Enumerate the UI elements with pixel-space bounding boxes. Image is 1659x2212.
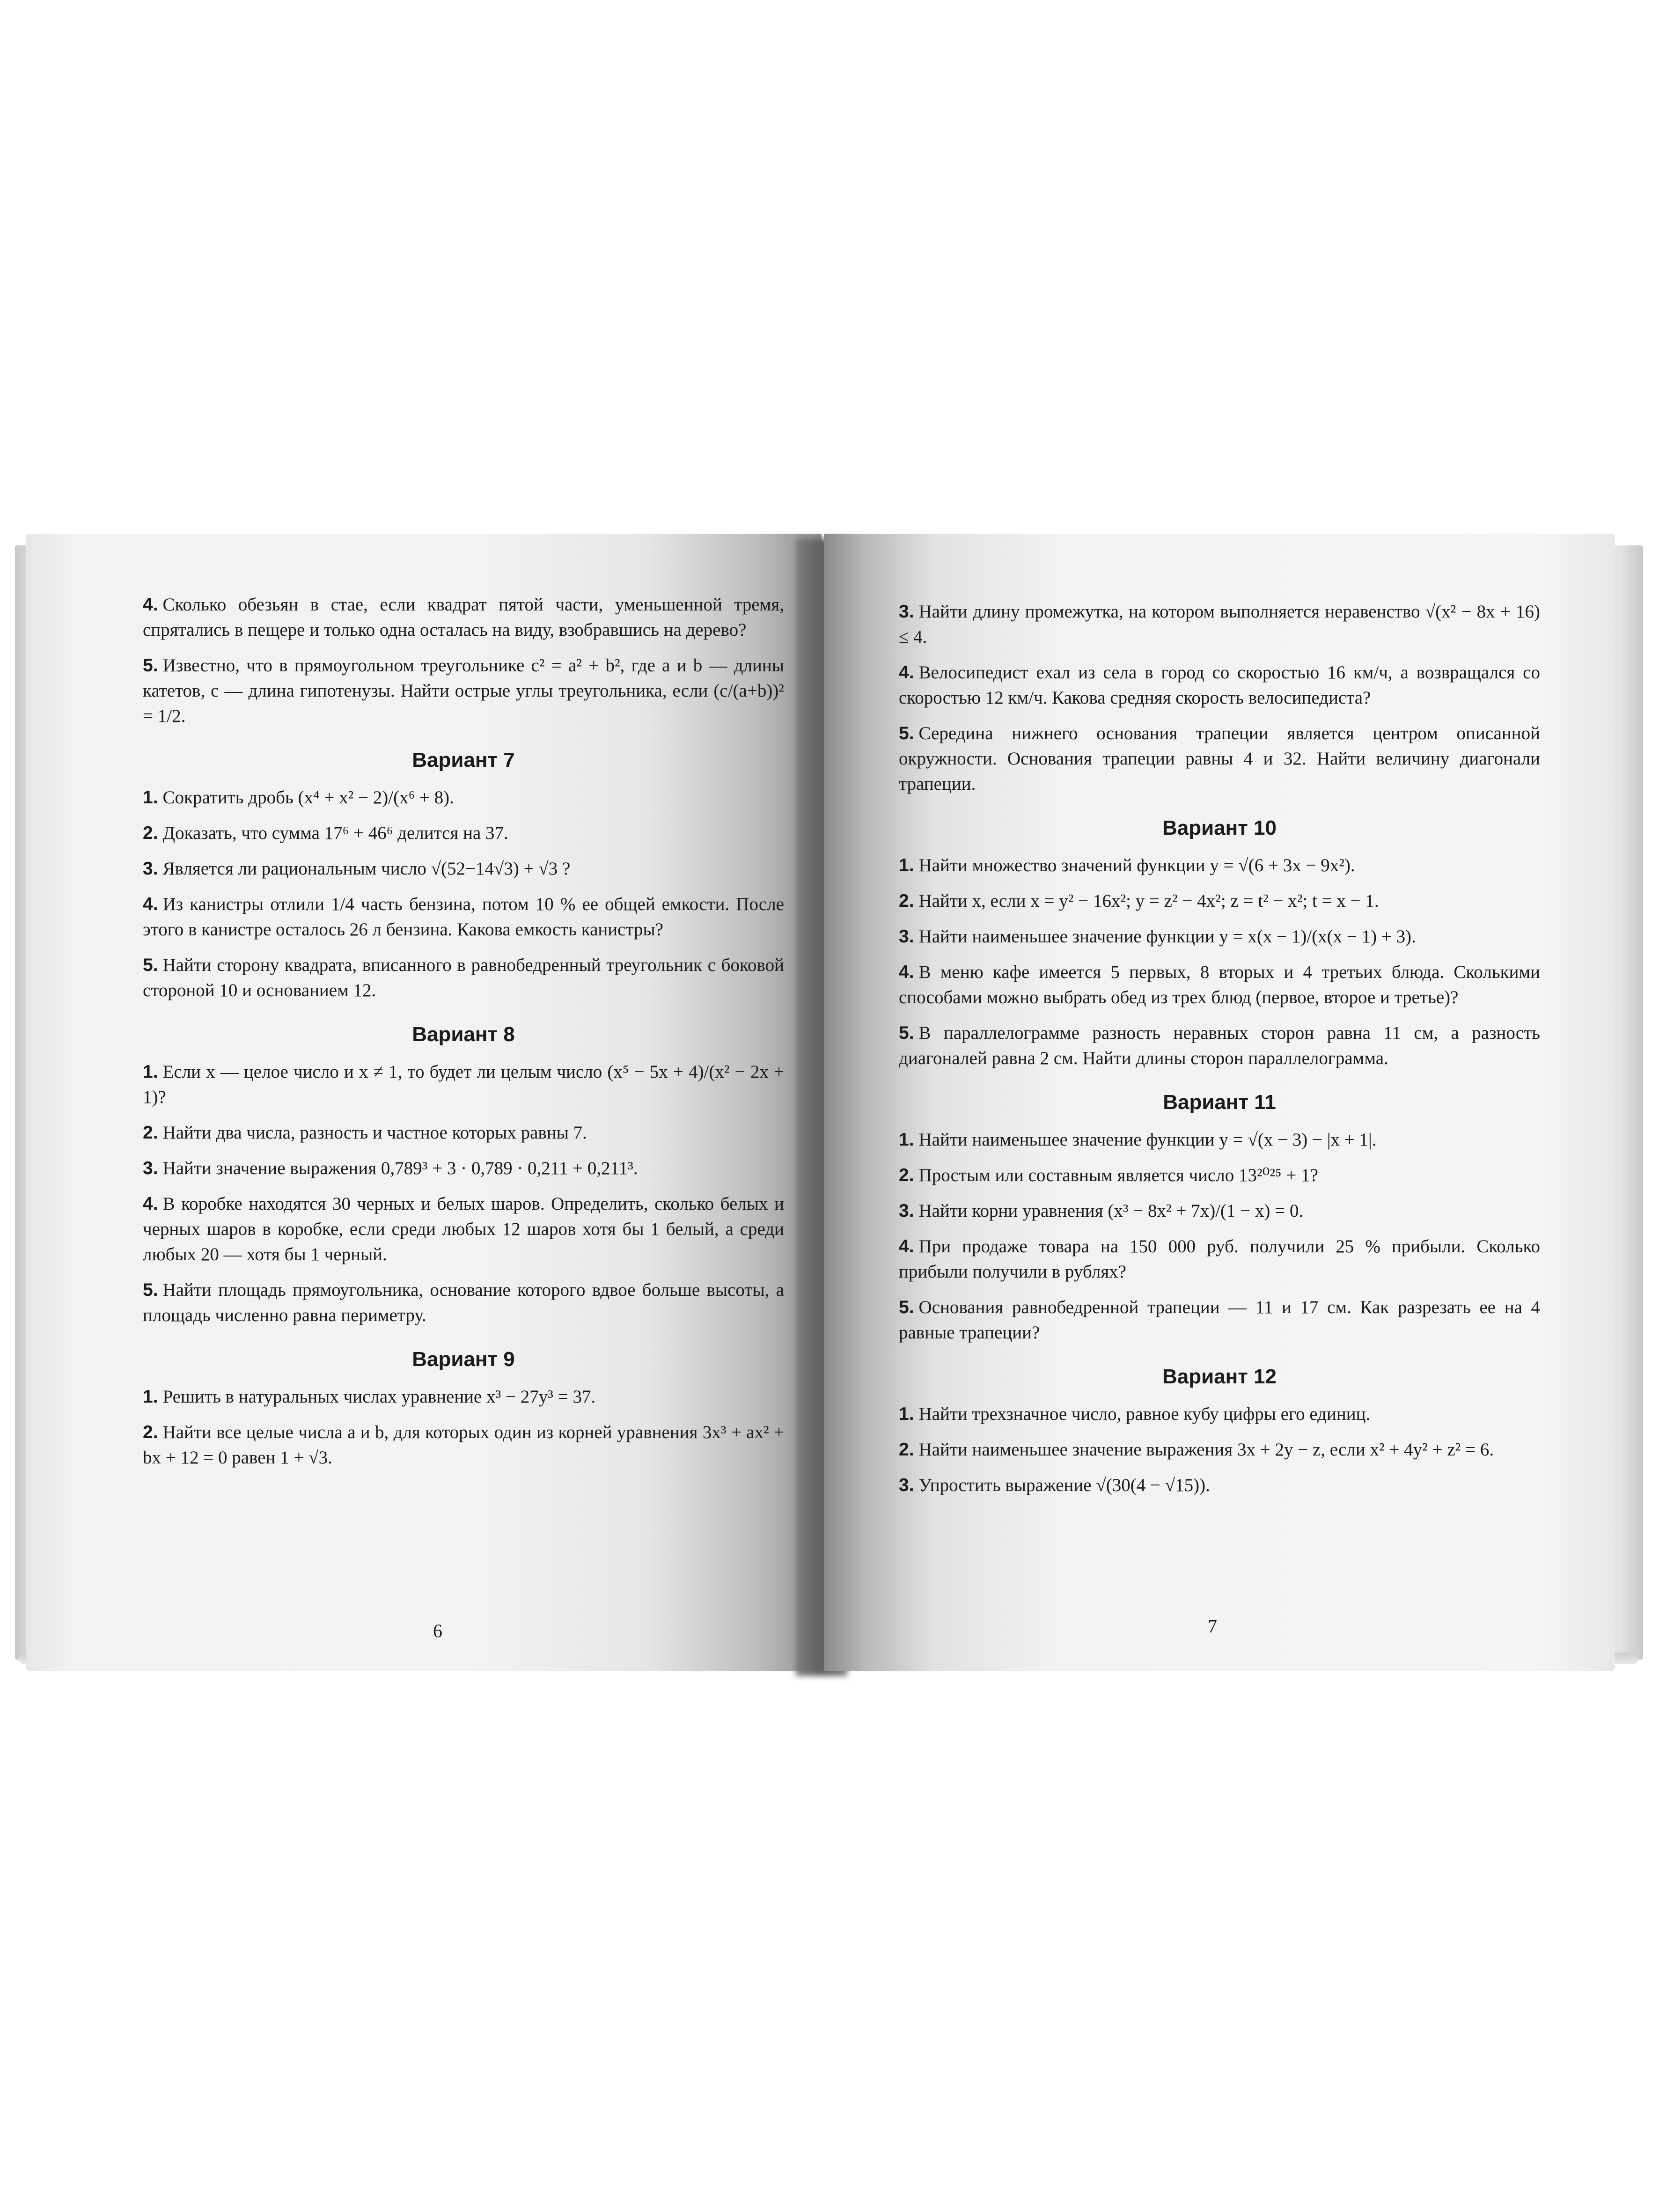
- page-number: 6: [433, 1620, 442, 1641]
- problem: 3. Найти длину промежутка, на котором выполняется неравенство √(x² − 8x + 16) ≤ 4.: [899, 602, 1540, 647]
- left-page-content: [143, 592, 784, 1481]
- problem: 2. Найти наименьшее значение выражения 3x + 2y − z, если x² + 4y² + z² = 6.: [899, 1440, 1494, 1460]
- problem: 5. Середина нижнего основания трапеции является центром описанной окружности. Основания трапеции равны 4 и 32. Найти величину диагонали трапеции.: [899, 723, 1540, 794]
- problem: 5. Основания равнобедренной трапеции — 11 и 17 см. Как разрезать ее на 4 равные трапеции?: [899, 1297, 1540, 1343]
- problem: 1. Сократить дробь (x⁴ + x² − 2)/(x⁶ + 8).: [143, 787, 454, 808]
- problem: 2. Найти все целые числа a и b, для которых один из корней уравнения 3x³ + ax² + bx + 12 = 0 равен 1 + √3.: [143, 1422, 784, 1468]
- left-page: [26, 534, 822, 1671]
- problem: 5. Известно, что в прямоугольном треугольнике c² = a² + b², где a и b — длины катетов, c — длина гипотенузы. Найти острые углы треугольника, если (c/(a+b))² = 1/2.: [143, 655, 784, 726]
- problem: 4. Велосипедист ехал из села в город со скоростью 16 км/ч, а возвращался со скоростью 12 км/ч. Какова средняя скорость велосипедиста?: [899, 662, 1540, 708]
- problem: 3. Найти корни уравнения (x³ − 8x² + 7x)/(1 − x) = 0.: [899, 1201, 1304, 1221]
- variant-title: Вариант 8: [412, 1023, 515, 1046]
- problem: 4. В меню кафе имеется 5 первых, 8 вторых и 4 третьих блюда. Сколькими способами можно выбрать обед из трех блюд (первое, второе и третье)?: [899, 962, 1540, 1007]
- problem: 2. Простым или составным является число 13²⁰²⁵ + 1?: [899, 1165, 1318, 1185]
- problem: 1. Найти наименьшее значение функции y = √(x − 3) − |x + 1|.: [899, 1130, 1377, 1150]
- problem: 4. При продаже товара на 150 000 руб. получили 25 % прибыли. Сколько прибыли получили в рублях?: [899, 1236, 1540, 1282]
- problem: 1. Найти трехзначное число, равное кубу цифры его единиц.: [899, 1404, 1371, 1424]
- problem: 2. Доказать, что сумма 17⁶ + 46⁶ делится на 37.: [143, 823, 508, 843]
- problem: 4. Из канистры отлили 1/4 часть бензина, потом 10 % ее общей емкости. После этого в канистре осталось 26 л бензина. Какова емкость канистры?: [143, 894, 784, 940]
- problem: 1. Решить в натуральных числах уравнение x³ − 27y³ = 37.: [143, 1387, 596, 1407]
- problem: 5. В параллелограмме разность неравных сторон равна 11 см, а разность диагоналей равна 2 см. Найти длины сторон параллелограмма.: [899, 1023, 1540, 1068]
- problem: 3. Найти значение выражения 0,789³ + 3 · 0,789 · 0,211 + 0,211³.: [143, 1158, 638, 1178]
- variant-title: Вариант 7: [412, 749, 515, 772]
- right-page: [824, 534, 1615, 1671]
- problem: 4. В коробке находятся 30 черных и белых шаров. Определить, сколько белых и черных шаров в коробке, если среди любых 12 шаров хотя бы 1 белый, а среди любых 20 — хотя бы 1 черный.: [143, 1194, 784, 1264]
- problem: 3. Является ли рациональным число √(52−14√3) + √3 ?: [143, 859, 571, 879]
- problem: 2. Найти два числа, разность и частное которых равны 7.: [143, 1123, 587, 1143]
- problem: 1. Найти множество значений функции y = √(6 + 3x − 9x²).: [899, 855, 1355, 875]
- problem: 5. Найти площадь прямоугольника, основание которого вдвое больше высоты, а площадь численно равна периметру.: [143, 1280, 784, 1325]
- problem: 3. Найти наименьшее значение функции y = x(x − 1)/(x(x − 1) + 3).: [899, 926, 1416, 947]
- variant-title: Вариант 11: [1163, 1091, 1276, 1114]
- problem: 3. Упростить выражение √(30(4 − √15)).: [899, 1475, 1210, 1495]
- variant-title: Вариант 10: [1162, 816, 1277, 839]
- page-number: 7: [1208, 1616, 1217, 1637]
- variant-title: Вариант 9: [412, 1348, 515, 1371]
- problem: 4. Сколько обезьян в стае, если квадрат пятой части, уменьшенной тремя, спрятались в пещере и только одна осталась на виду, взобравшись на дерево?: [143, 595, 784, 640]
- problem: 1. Если x — целое число и x ≠ 1, то будет ли целым число (x⁵ − 5x + 4)/(x² − 2x + 1)?: [143, 1062, 784, 1107]
- variant-title: Вариант 12: [1162, 1365, 1277, 1388]
- problem: 2. Найти x, если x = y² − 16x²; y = z² − 4x²; z = t² − x²; t = x − 1.: [899, 891, 1379, 911]
- right-page-content: [899, 599, 1540, 1508]
- problem: 5. Найти сторону квадрата, вписанного в равнобедренный треугольник с боковой стороной 10 и основанием 12.: [143, 955, 784, 1000]
